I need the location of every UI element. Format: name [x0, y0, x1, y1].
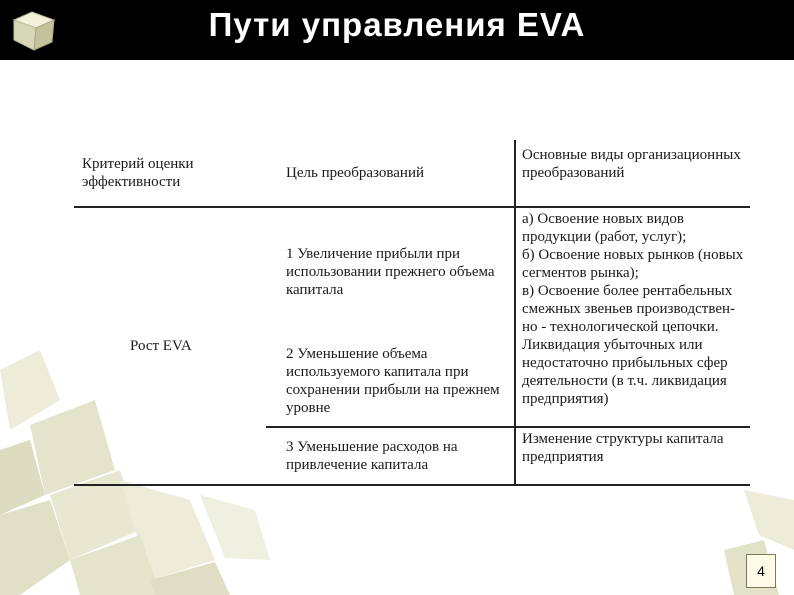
page-title: Пути управления EVA	[208, 6, 586, 43]
criterion-cell: Рост EVA	[74, 207, 266, 485]
goal-cell: 2 Уменьшение объема используемого капитала при сохранении прибыли на прежнем уровне	[266, 336, 515, 427]
goal-cell: 3 Уменьшение расходов на привлечение капитала	[266, 427, 515, 485]
transformation-item: б) Освоение новых рынков (новых сегментов рынка);	[522, 247, 744, 281]
transformation-item: Ликвидация убыточных или недостаточно прибыльных сфер деятельности (в т.ч. ликвидация предприятия)	[515, 336, 750, 427]
transformations-cell	[515, 207, 750, 336]
transformation-item: Изменение структуры капитала предприятия	[515, 427, 750, 485]
transformation-item: а) Освоение новых видов продукции (работ, услуг);	[522, 211, 687, 245]
page-number-badge: 4	[746, 554, 776, 588]
table-row	[74, 207, 750, 336]
table-header-row	[74, 140, 750, 207]
transformation-item: в) Освоение более рентабельных смежных звеньев производствен-но - технологической цепочки.	[522, 283, 736, 335]
header-criterion: Критерий оценки эффективности	[74, 140, 266, 207]
title-bar	[0, 0, 794, 60]
goal-cell: 1 Увеличение прибыли при использовании прежнего объема капитала	[286, 246, 495, 298]
header-transformations: Основные виды организационных преобразований	[515, 140, 750, 207]
eva-table	[74, 140, 744, 486]
header-goal: Цель преобразований	[266, 140, 515, 207]
